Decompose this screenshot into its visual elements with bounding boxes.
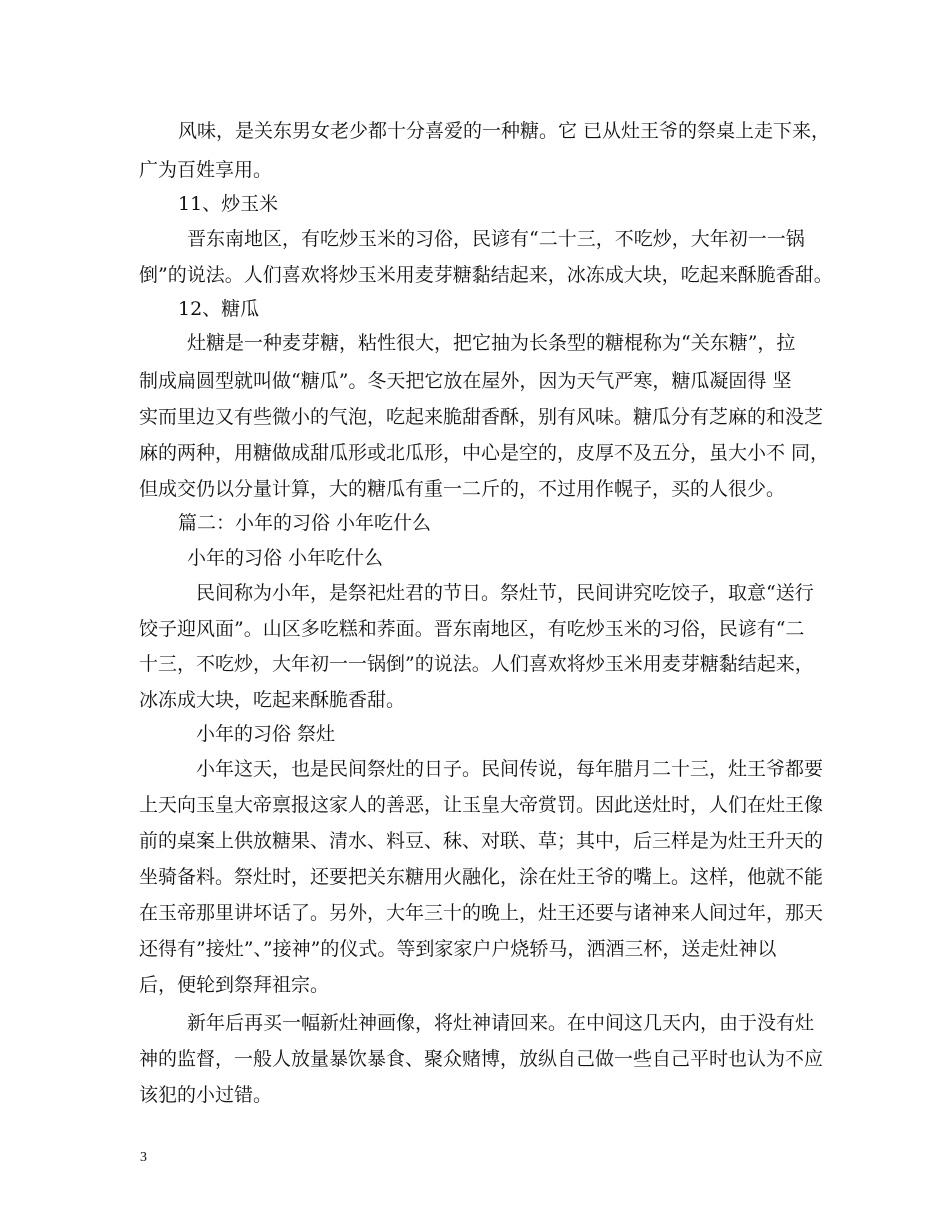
text-line: 冰冻成大块，吃起来酥脆香甜。 — [139, 689, 406, 711]
section-heading: 11、炒玉米 — [178, 193, 279, 215]
text-line: 麻的两种，用糖做成甜瓜形或北瓜形，中心是空的，皮厚不及五分，虽大小不 同， — [139, 442, 830, 464]
text-line: 上天向玉皇大帝禀报这家人的善恶，让玉皇大帝赏罚。因此送灶时，人们在灶王像 — [139, 794, 824, 816]
text-line: 小年这天，也是民间祭灶的日子。民间传说，每年腊月二十三，灶王爷都要 — [196, 758, 824, 780]
text-line: 制成扁圆型就叫做“糖瓜”。冬天把它放在屋外，因为天气严寒，糖瓜凝固得 坚 — [139, 370, 792, 392]
text-line: 前的桌案上供放糖果、清水、料豆、秣、对联、草；其中，后三样是为灶王升天的 — [139, 830, 824, 852]
text-line: 后，便轮到祭拜祖宗。 — [139, 974, 330, 996]
text-line: 饺子迎风面”。山区多吃糕和荞面。晋东南地区，有吃炒玉米的习俗，民谚有“二 — [139, 618, 805, 640]
subheading: 小年的习俗 小年吃什么 — [187, 547, 384, 569]
page-number: 3 — [140, 1150, 147, 1165]
text-line: 晋东南地区，有吃炒玉米的习俗，民谚有“二十三，不吃炒，大年初一一锅 — [187, 228, 805, 250]
text-line: 灶糖是一种麦芽糖，粘性很大，把它抽为长条型的糖棍称为“关东糖”，拉 — [187, 332, 796, 354]
chapter-heading: 篇二：小年的习俗 小年吃什么 — [178, 512, 432, 534]
section-heading: 12、糖瓜 — [178, 298, 260, 320]
text-line: 坐骑备料。祭灶时，还要把关东糖用火融化，涂在灶王爷的嘴上。这样，他就不能 — [139, 866, 824, 888]
text-line: 还得有”接灶”、”接神”的仪式。等到家家户户烧轿马，洒酒三杯，送走灶神以 — [139, 938, 777, 960]
text-line: 风味，是关东男女老少都十分喜爱的一种糖。它 已从灶王爷的祭桌上走下来， — [178, 120, 831, 142]
text-line: 广为百姓享用。 — [139, 159, 273, 181]
text-line: 倒”的说法。人们喜欢将炒玉米用麦芽糖黏结起来，冰冻成大块，吃起来酥脆香甜。 — [139, 264, 833, 286]
text-line: 但成交仍以分量计算，大的糖瓜有重一二斤的，不过用作幌子，买的人很少。 — [139, 478, 786, 500]
text-line: 新年后再买一幅新灶神画像，将灶神请回来。在中间这几天内，由于没有灶 — [187, 1012, 815, 1034]
subheading: 小年的习俗 祭灶 — [196, 723, 336, 745]
text-line: 民间称为小年，是祭祀灶君的节日。祭灶节，民间讲究吃饺子，取意“送行 — [196, 582, 814, 604]
text-line: 该犯的小过错。 — [139, 1084, 273, 1106]
text-line: 十三，不吃炒，大年初一一锅倒”的说法。人们喜欢将炒玉米用麦芽糖黏结起来， — [139, 653, 814, 675]
text-line: 在玉帝那里讲坏话了。另外，大年三十的晚上，灶王还要与诸神来人间过年，那天 — [139, 902, 824, 924]
text-line: 实而里边又有些微小的气泡，吃起来脆甜香酥，别有风味。糖瓜分有芝麻的和没芝 — [139, 406, 824, 428]
text-line: 神的监督，一般人放量暴饮暴食、聚众赌博，放纵自己做一些自己平时也认为不应 — [139, 1048, 824, 1070]
